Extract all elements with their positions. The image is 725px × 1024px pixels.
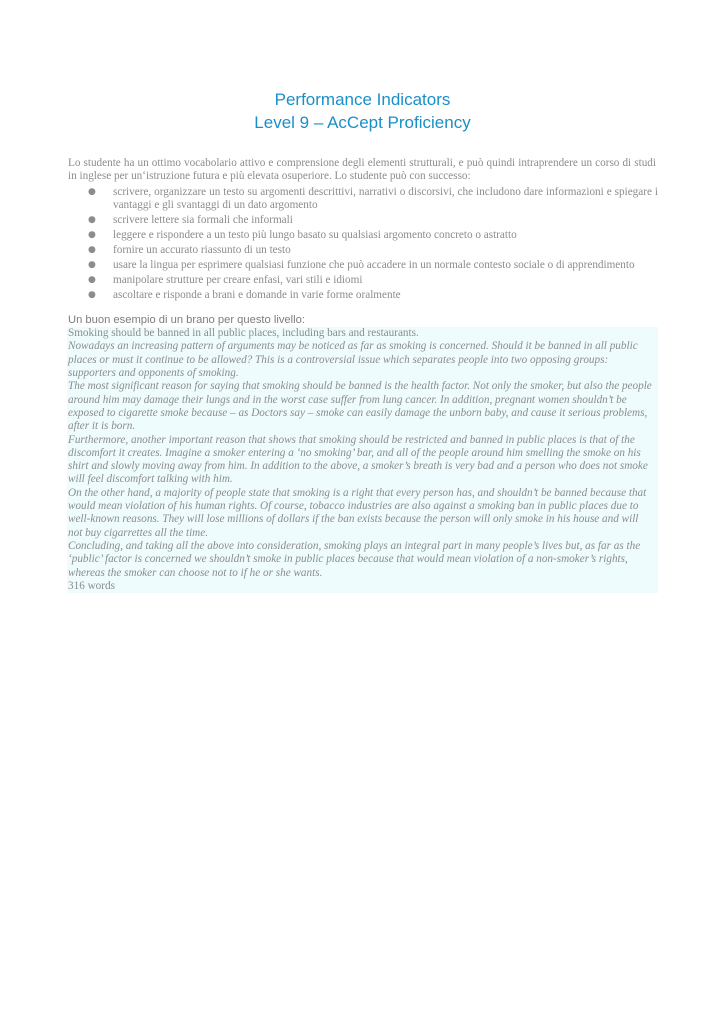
essay-paragraph: Concluding, and taking all the above into consideration, smoking plays an integral part in many people’s lives but, as far as the ‘public’ factor is concerned we shouldn’t smoke in public places because that would mean violation of a non-smoker’s rights, whereas the smoker can choose not to if he or she wants. xyxy=(68,540,641,579)
bullet-icon: ● xyxy=(88,274,96,285)
bullet-icon: ● xyxy=(88,244,96,255)
title-line-1: Performance Indicators xyxy=(274,90,451,109)
skills-list xyxy=(88,186,658,304)
skill-text: ascoltare e risponde a brani e domande in varie forme oralmente xyxy=(113,288,401,301)
skill-text: scrivere, organizzare un testo su argomenti descrittivi, narrativi o discorsivi, che includono dare informazioni e spiegare i vantaggi e gli svantaggi di un dato argomento xyxy=(113,186,658,212)
bullet-icon: ● xyxy=(88,259,96,270)
essay-paragraph: On the other hand, a majority of people state that smoking is a right that every person has, and shouldn’t be banned because that would mean violation of his human rights. Of course, tobacco industries are also against a smoking ban in public places due to well-known reasons. They will lose millions of dollars if the ban exists because the person will only smoke in his house and will not buy cigarrettes all the time. xyxy=(68,486,647,539)
bullet-icon: ● xyxy=(88,215,96,226)
essay-paragraph: Nowadays an increasing pattern of arguments may be noticed as far as smoking is concerned. Should it be banned in all public places or must it continue to be allowed? This is a controversial issue which separates people into two opposing groups: supporters and opponents of smoking. xyxy=(68,340,638,379)
intro-paragraph: Lo studente ha un ottimo vocabolario attivo e comprensione degli elementi strutturali, e può quindi intraprendere un corso di studi in inglese per un‘istruzione futura e più elevata osuperiore. Lo studente può con successo: xyxy=(68,157,656,183)
skill-text: usare la lingua per esprimere qualsiasi funzione che può accadere in un normale contesto sociale o di apprendimento xyxy=(113,258,635,271)
bullet-icon: ● xyxy=(88,289,96,300)
list-item xyxy=(88,289,658,302)
list-item xyxy=(88,259,658,272)
list-item xyxy=(88,274,658,287)
list-item xyxy=(88,186,658,213)
skill-text: leggere e rispondere a un testo più lungo basato su qualsiasi argomento concreto o astratto xyxy=(113,229,517,242)
document-title xyxy=(0,88,725,134)
word-count: 316 words xyxy=(68,579,115,592)
essay-paragraph: The most significant reason for saying that smoking should be banned is the health factor. Not only the smoker, but also the people around him may damage their lungs and in the worst case suffer from lung cancer. In addition, pregnant women shouldn’t be exposed to cigarette smoke because – as Doctors say – smoke can easily damage the unborn baby, and cause it serious problems, after it is born. xyxy=(68,380,652,433)
example-essay-box xyxy=(67,327,658,593)
bullet-icon: ● xyxy=(88,230,96,241)
essay-paragraph: Furthermore, another important reason that shows that smoking should be restricted and banned in public places is that of the discomfort it creates. Imagine a smoker entering a ‘no smoking’ bar, and all of the people around him smelling the smoke on his shirt and slowly moving away from him. In addition to the above, a smoker’s breath is very bad and a person who does not smoke will feel discomfort talking with him. xyxy=(68,433,648,486)
example-heading: Un buon esempio di un brano per questo livello: xyxy=(68,314,305,326)
essay-title: Smoking should be banned in all public places, including bars and restaurants. xyxy=(68,327,419,339)
list-item xyxy=(88,214,658,227)
title-line-2: Level 9 – AcCept Proficiency xyxy=(254,113,471,132)
skill-text: manipolare strutture per creare enfasi, vari stili e idiomi xyxy=(113,273,363,286)
skill-text: scrivere lettere sia formali che informali xyxy=(113,214,293,227)
list-item xyxy=(88,244,658,257)
skill-text: fornire un accurato riassunto di un testo xyxy=(113,243,291,256)
bullet-icon: ● xyxy=(88,187,96,197)
list-item xyxy=(88,229,658,242)
